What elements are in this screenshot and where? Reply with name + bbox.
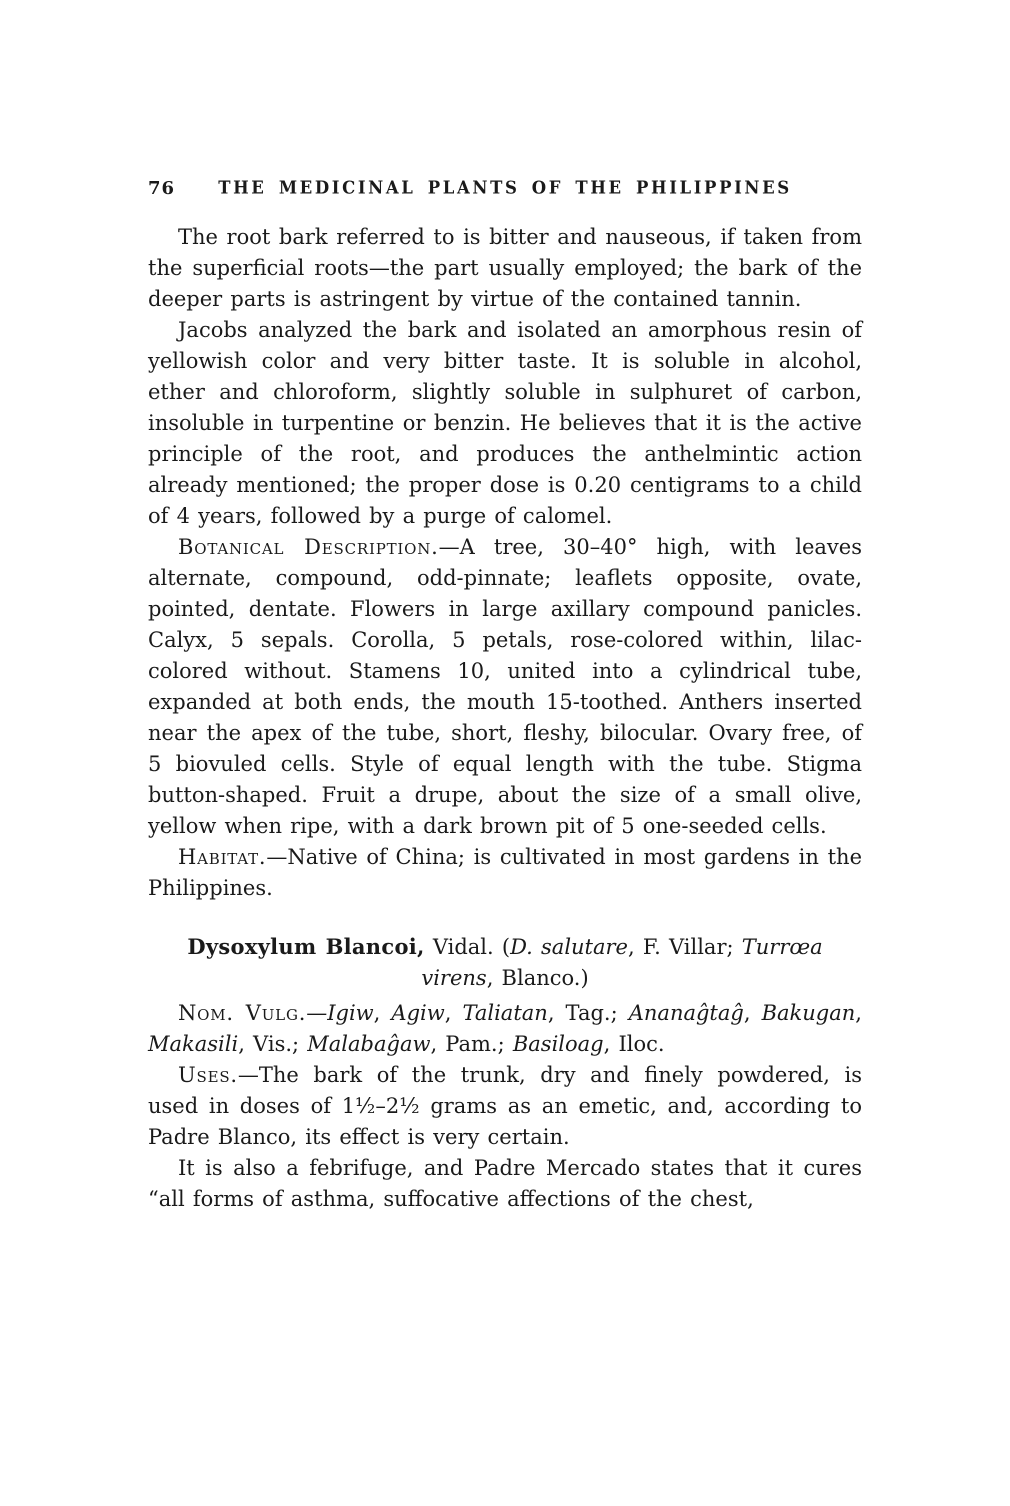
text-run: ,: [444, 1001, 463, 1025]
text-run: —The bark of the trunk, dry and finely powdered, is used in doses of 1½–2½ grams as an emetic, and, according to Padre Blanco, its effect is very certain.: [148, 1063, 862, 1149]
text-run: The root bark referred to is bitter and nauseous, if taken from the superficial roots—the part usually employed; the bark of the deeper parts is astringent by virtue of the contained tannin.: [148, 225, 862, 311]
text-run: Jacobs analyzed the bark and isolated an amorphous resin of yellowish color and very bitter taste. It is soluble in alcohol, ether and chloroform, slightly soluble in sulphuret of carbon, insoluble in turpentine or benzin. He believes that it is the active principle of the root, and produces the anthelmintic action already mentioned; the proper dose is 0.20 centigrams to a child of 4 years, followed by a purge of calomel.: [148, 318, 862, 528]
text-run: Taliatan: [462, 1001, 548, 1025]
text-run: ,: [373, 1001, 392, 1025]
text-run: Basiloag: [512, 1032, 604, 1056]
text-run: , Iloc.: [603, 1032, 665, 1056]
text-run: Ananaĝtaĝ: [628, 1001, 744, 1025]
text-run: —Native of China; is cultivated in most gardens in the Philippines.: [148, 845, 862, 900]
running-header: [148, 178, 862, 202]
text-run: Agiw: [391, 1001, 445, 1025]
paragraph-habitat: [148, 842, 862, 904]
paragraph-botanical-description: [148, 532, 862, 842]
text-run: Nom. Vulg.: [178, 1001, 307, 1025]
text-run: Botanical Description.: [178, 535, 439, 559]
text-run: , Vis.;: [238, 1032, 308, 1056]
text-run: Habitat.: [178, 845, 267, 869]
text-run: Makasili: [148, 1032, 239, 1056]
text-run: ,: [743, 1001, 762, 1025]
text-run: It is also a febrifuge, and Padre Mercado states that it cures “all forms of asthma, suffocative affections of the chest,: [148, 1156, 862, 1211]
text-run: ,: [855, 1001, 862, 1025]
text-run: Uses.: [178, 1063, 238, 1087]
text-run: Turrœa virens: [421, 935, 823, 990]
text-run: Dysoxylum Blancoi,: [187, 934, 425, 959]
text-run: —: [306, 1001, 328, 1025]
text-run: —A tree, 30–40° high, with leaves alternate, compound, odd-pinnate; leaflets opposite, ovate, pointed, dentate. Flowers in large axillary compound panicles. Calyx, 5 sepals. Corolla, 5 petals, rose-colored within, lilac-colored without. Stamens 10, united into a cylindrical tube, expanded at both ends, the mouth 15-toothed. Anthers inserted near the apex of the tube, short, fleshy, bilocular. Ovary free, of 5 biovuled cells. Style of equal length with the tube. Stigma button-shaped. Fruit a drupe, about the size of a small olive, yellow when ripe, with a dark brown pit of 5 one-seeded cells.: [148, 535, 862, 838]
text-run: Bakugan: [761, 1001, 856, 1025]
text-run: , F. Villar;: [627, 935, 742, 959]
page-body: [148, 222, 862, 1215]
text-run: , Tag.;: [547, 1001, 629, 1025]
text-run: Vidal. (: [424, 935, 511, 959]
text-run: D. salutare: [510, 935, 628, 959]
text-run: Igiw: [327, 1001, 374, 1025]
paragraph-root-bark: [148, 222, 862, 315]
text-run: Malabaĝaw: [307, 1032, 431, 1056]
running-title: THE MEDICINAL PLANTS OF THE PHILIPPINES: [218, 177, 792, 198]
species-heading: [148, 931, 862, 994]
paragraph-nom-vulg: [148, 998, 862, 1060]
text-run: , Pam.;: [430, 1032, 513, 1056]
text-run: , Blanco.): [486, 966, 589, 990]
paragraph-uses: [148, 1060, 862, 1153]
page-number: 76: [148, 178, 176, 199]
paragraph-jacobs-analysis: [148, 315, 862, 532]
paragraph-febrifuge: [148, 1153, 862, 1215]
